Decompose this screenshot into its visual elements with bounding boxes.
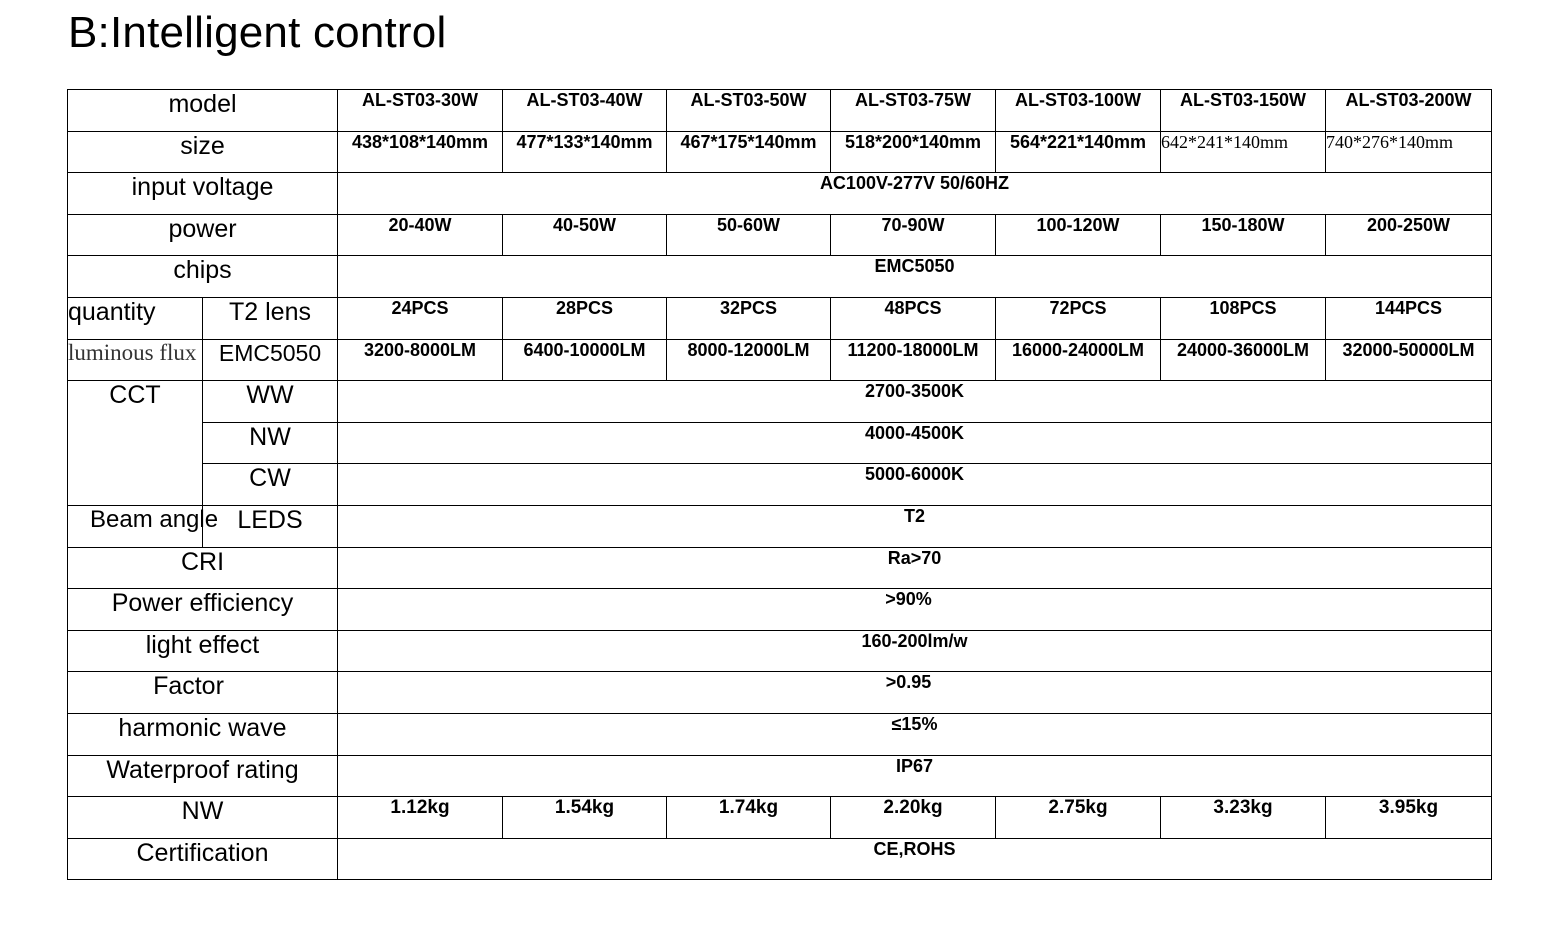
label-factor: Factor bbox=[68, 672, 338, 714]
nw-cell: 1.12kg bbox=[338, 797, 503, 839]
nw-cell: 1.74kg bbox=[667, 797, 831, 839]
label-chips: chips bbox=[68, 256, 338, 298]
power-cell: 200-250W bbox=[1326, 214, 1492, 256]
power-efficiency-value: >90% bbox=[338, 589, 1492, 631]
size-cell: 518*200*140mm bbox=[831, 131, 996, 173]
label-power-efficiency: Power efficiency bbox=[68, 589, 338, 631]
size-cell: 564*221*140mm bbox=[996, 131, 1161, 173]
row-power bbox=[68, 214, 1492, 256]
sublabel-nw: NW bbox=[203, 422, 338, 464]
sublabel-emc5050: EMC5050 bbox=[203, 339, 338, 381]
flux-cell: 6400-10000LM bbox=[503, 339, 667, 381]
row-cri bbox=[68, 547, 1492, 589]
size-cell: 740*276*140mm bbox=[1326, 131, 1492, 173]
page-title: B:Intelligent control bbox=[68, 8, 447, 57]
label-certification: Certification bbox=[68, 838, 338, 880]
size-cell: 642*241*140mm bbox=[1161, 131, 1326, 173]
size-cell: 438*108*140mm bbox=[338, 131, 503, 173]
row-nw bbox=[68, 797, 1492, 839]
power-cell: 20-40W bbox=[338, 214, 503, 256]
label-light-effect: light effect bbox=[68, 630, 338, 672]
model-cell: AL-ST03-40W bbox=[503, 90, 667, 132]
row-quantity bbox=[68, 297, 1492, 339]
row-chips bbox=[68, 256, 1492, 298]
label-power: power bbox=[68, 214, 338, 256]
sublabel-ww: WW bbox=[203, 381, 338, 423]
quantity-cell: 32PCS bbox=[667, 297, 831, 339]
power-cell: 100-120W bbox=[996, 214, 1161, 256]
waterproof-value: IP67 bbox=[338, 755, 1492, 797]
cri-value: Ra>70 bbox=[338, 547, 1492, 589]
flux-cell: 32000-50000LM bbox=[1326, 339, 1492, 381]
flux-cell: 8000-12000LM bbox=[667, 339, 831, 381]
row-luminous-flux bbox=[68, 339, 1492, 381]
label-luminous-flux: luminous flux bbox=[68, 339, 203, 381]
sublabel-cw: CW bbox=[203, 464, 338, 506]
model-cell: AL-ST03-30W bbox=[338, 90, 503, 132]
flux-cell: 11200-18000LM bbox=[831, 339, 996, 381]
row-input-voltage bbox=[68, 173, 1492, 215]
nw-cell: 2.75kg bbox=[996, 797, 1161, 839]
power-cell: 50-60W bbox=[667, 214, 831, 256]
row-power-efficiency bbox=[68, 589, 1492, 631]
flux-cell: 24000-36000LM bbox=[1161, 339, 1326, 381]
row-cct-cw bbox=[68, 464, 1492, 506]
nw-cell: 3.23kg bbox=[1161, 797, 1326, 839]
row-light-effect bbox=[68, 630, 1492, 672]
cct-nw-value: 4000-4500K bbox=[338, 422, 1492, 464]
quantity-cell: 72PCS bbox=[996, 297, 1161, 339]
row-cct-ww bbox=[68, 381, 1492, 423]
row-harmonic-wave bbox=[68, 713, 1492, 755]
chips-value: EMC5050 bbox=[338, 256, 1492, 298]
model-cell: AL-ST03-50W bbox=[667, 90, 831, 132]
power-cell: 70-90W bbox=[831, 214, 996, 256]
beam-angle-value: T2 bbox=[338, 505, 1492, 547]
label-beam-angle: Beam angle bbox=[68, 505, 203, 547]
label-model: model bbox=[68, 90, 338, 132]
factor-value: >0.95 bbox=[338, 672, 1492, 714]
quantity-cell: 48PCS bbox=[831, 297, 996, 339]
size-cell: 477*133*140mm bbox=[503, 131, 667, 173]
sublabel-t2-lens: T2 lens bbox=[203, 297, 338, 339]
row-beam-angle bbox=[68, 505, 1492, 547]
quantity-cell: 108PCS bbox=[1161, 297, 1326, 339]
row-factor bbox=[68, 672, 1492, 714]
cct-cw-value: 5000-6000K bbox=[338, 464, 1492, 506]
row-model bbox=[68, 90, 1492, 132]
label-cct: CCT bbox=[68, 381, 203, 506]
row-cct-nw bbox=[68, 422, 1492, 464]
label-quantity: quantity bbox=[68, 297, 203, 339]
label-nw: NW bbox=[68, 797, 338, 839]
input-voltage-value: AC100V-277V 50/60HZ bbox=[338, 173, 1492, 215]
row-size bbox=[68, 131, 1492, 173]
row-waterproof bbox=[68, 755, 1492, 797]
model-cell: AL-ST03-200W bbox=[1326, 90, 1492, 132]
quantity-cell: 28PCS bbox=[503, 297, 667, 339]
size-cell: 467*175*140mm bbox=[667, 131, 831, 173]
light-effect-value: 160-200lm/w bbox=[338, 630, 1492, 672]
model-cell: AL-ST03-150W bbox=[1161, 90, 1326, 132]
nw-cell: 1.54kg bbox=[503, 797, 667, 839]
label-size: size bbox=[68, 131, 338, 173]
model-cell: AL-ST03-100W bbox=[996, 90, 1161, 132]
nw-cell: 2.20kg bbox=[831, 797, 996, 839]
label-cri: CRI bbox=[68, 547, 338, 589]
sublabel-leds: LEDS bbox=[203, 505, 338, 547]
quantity-cell: 144PCS bbox=[1326, 297, 1492, 339]
spec-table bbox=[67, 89, 1492, 880]
row-certification bbox=[68, 838, 1492, 880]
quantity-cell: 24PCS bbox=[338, 297, 503, 339]
label-harmonic-wave: harmonic wave bbox=[68, 713, 338, 755]
model-cell: AL-ST03-75W bbox=[831, 90, 996, 132]
label-waterproof: Waterproof rating bbox=[68, 755, 338, 797]
power-cell: 150-180W bbox=[1161, 214, 1326, 256]
cct-ww-value: 2700-3500K bbox=[338, 381, 1492, 423]
power-cell: 40-50W bbox=[503, 214, 667, 256]
flux-cell: 16000-24000LM bbox=[996, 339, 1161, 381]
flux-cell: 3200-8000LM bbox=[338, 339, 503, 381]
certification-value: CE,ROHS bbox=[338, 838, 1492, 880]
nw-cell: 3.95kg bbox=[1326, 797, 1492, 839]
harmonic-wave-value: ≤15% bbox=[338, 713, 1492, 755]
label-input-voltage: input voltage bbox=[68, 173, 338, 215]
